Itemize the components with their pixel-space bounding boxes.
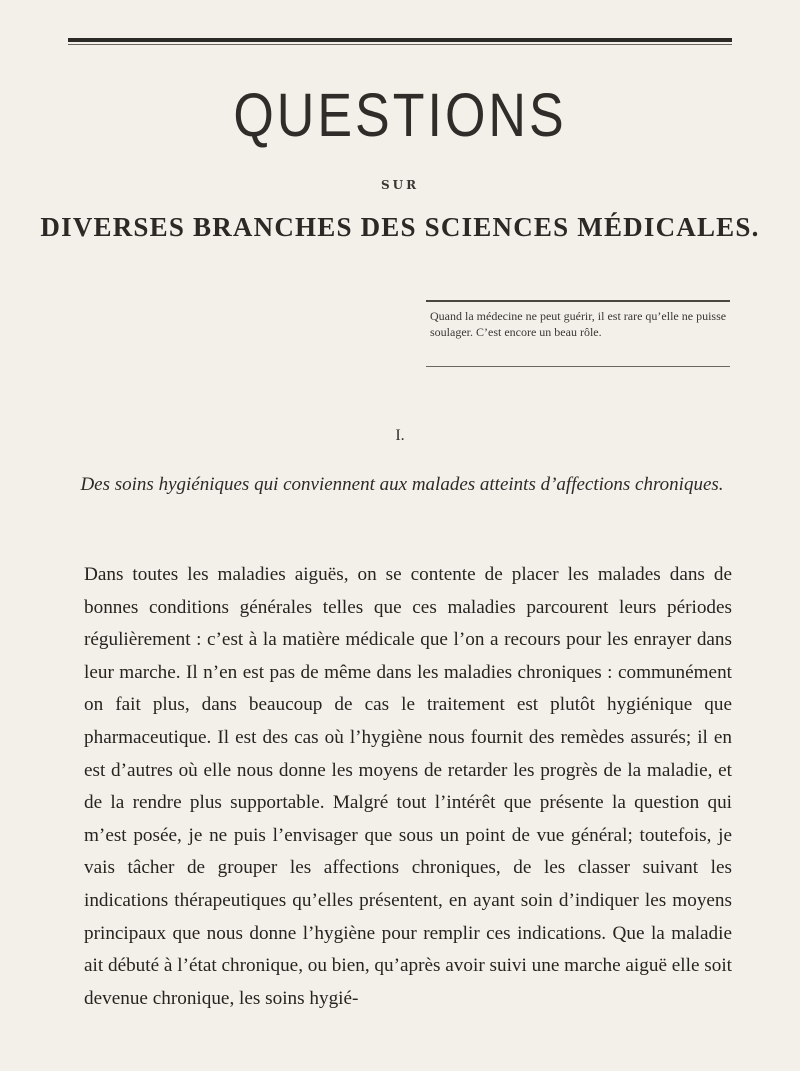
sur-label: SUR: [380, 178, 420, 192]
body-paragraph: Dans toutes les maladies aiguës, on se contente de placer les malades dans de bonnes conditions générales telles que ces maladies parcourent leurs périodes régulièrement : c’est à la matière médicale que l’on a recours pour les enrayer dans leur marche. Il n’en est pas de même dans les maladies chroniques : communément on fait plus, dans beaucoup de cas le traitement est plutôt hygiénique que pharmaceutique. Il est des cas où l’hygiène nous fournit des remèdes assurés; il en est d’autres où elle nous donne les moyens de retarder les progrès de la maladie, et de la rendre plus supportable. Malgré tout l’intérêt que présente la question qui m’est posée, je ne puis l’envisager que sous un point de vue général; toutefois, je vais tâcher de grouper les affections chroniques, de les classer suivant les indications thérapeutiques qu’elles présentent, en ayant soin d’indiquer les moyens principaux que nous donne l’hygiène pour remplir ces indications. Que la maladie ait débuté à l’état chronique, ou bien, qu’après avoir suivi une marche aiguë elle soit devenue chronique, les soins hygié-: [84, 564, 732, 1009]
page-subtitle: DIVERSES BRANCHES DES SCIENCES MÉDICALES.: [40, 212, 760, 242]
top-rule-thin: [68, 44, 732, 45]
section-title: Des soins hygiéniques qui conviennent aux malades atteints d’affections chroniques.: [80, 474, 724, 495]
section-number: I.: [395, 427, 405, 444]
page-title: QUESTIONS: [233, 81, 567, 151]
epigraph-rule-top: [426, 300, 730, 302]
epigraph: Quand la médecine ne peut guérir, il est rare qu’elle ne puisse soulager. C’est encore un beau rôle.: [430, 309, 727, 339]
epigraph-rule-bottom: [426, 366, 730, 367]
top-rule: [68, 38, 732, 42]
